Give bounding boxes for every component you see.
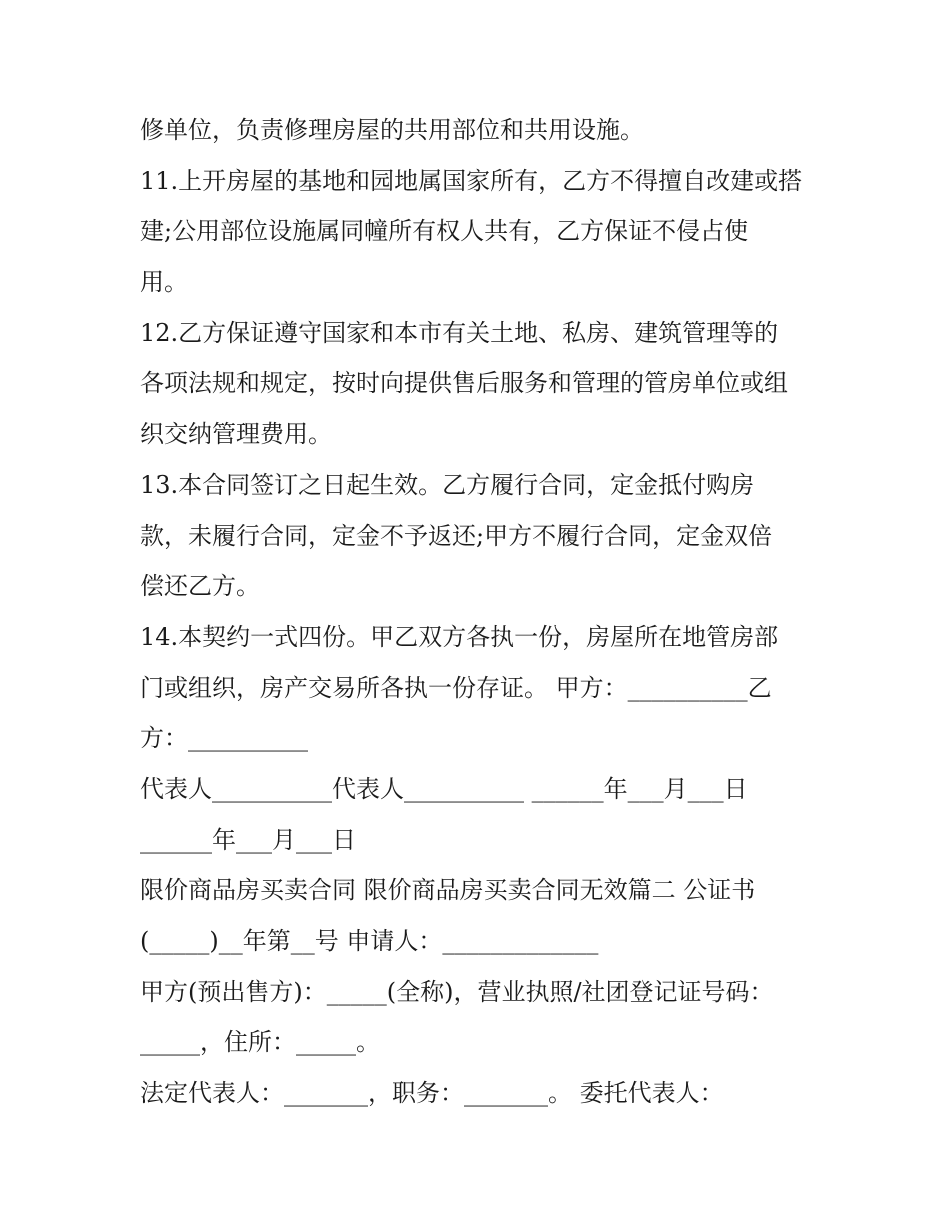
text-line: 修单位，负责修理房屋的共用部位和共用设施。 [140, 116, 644, 144]
text-line: 织交纳管理费用。 [140, 420, 332, 449]
document-page [140, 105, 830, 1119]
text-line: 14.本契约一式四份。甲乙双方各执一份，房屋所在地管房部 [140, 622, 779, 651]
text-line: _____，住所：_____。 [140, 1028, 380, 1057]
text-line: 代表人__________代表人__________ ______年___月___日 [140, 774, 748, 803]
text-line: 法定代表人：_______，职务：_______。 委托代表人： [140, 1079, 724, 1108]
text-line: 甲方(预出售方)：_____(全称)，营业执照/社团登记证号码： [140, 977, 774, 1006]
text-line: 门或组织，房产交易所各执一份存证。 甲方：__________乙 [140, 673, 772, 702]
text-line: 偿还乙方。 [140, 572, 260, 601]
text-line: 用。 [140, 268, 188, 297]
text-line: 11.上开房屋的基地和园地属国家所有，乙方不得擅自改建或搭 [140, 166, 803, 195]
text-line: ______年___月___日 [140, 825, 356, 854]
text-line: 建;公用部位设施属同幢所有权人共有，乙方保证不侵占使 [140, 217, 749, 246]
text-line: 13.本合同签订之日起生效。乙方履行合同，定金抵付购房 [140, 470, 755, 499]
text-line: 12.乙方保证遵守国家和本市有关土地、私房、建筑管理等的 [140, 318, 779, 347]
text-line: 各项法规和规定，按时向提供售后服务和管理的管房单位或组 [140, 369, 788, 398]
text-line: (_____)__年第__号 申请人：_____________ [140, 927, 599, 955]
text-line: 限价商品房买卖合同 限价商品房买卖合同无效篇二 公证书 [140, 876, 756, 905]
text-line: 方：__________ [140, 724, 308, 753]
text-line: 款，未履行合同，定金不予返还;甲方不履行合同，定金双倍 [140, 521, 773, 550]
